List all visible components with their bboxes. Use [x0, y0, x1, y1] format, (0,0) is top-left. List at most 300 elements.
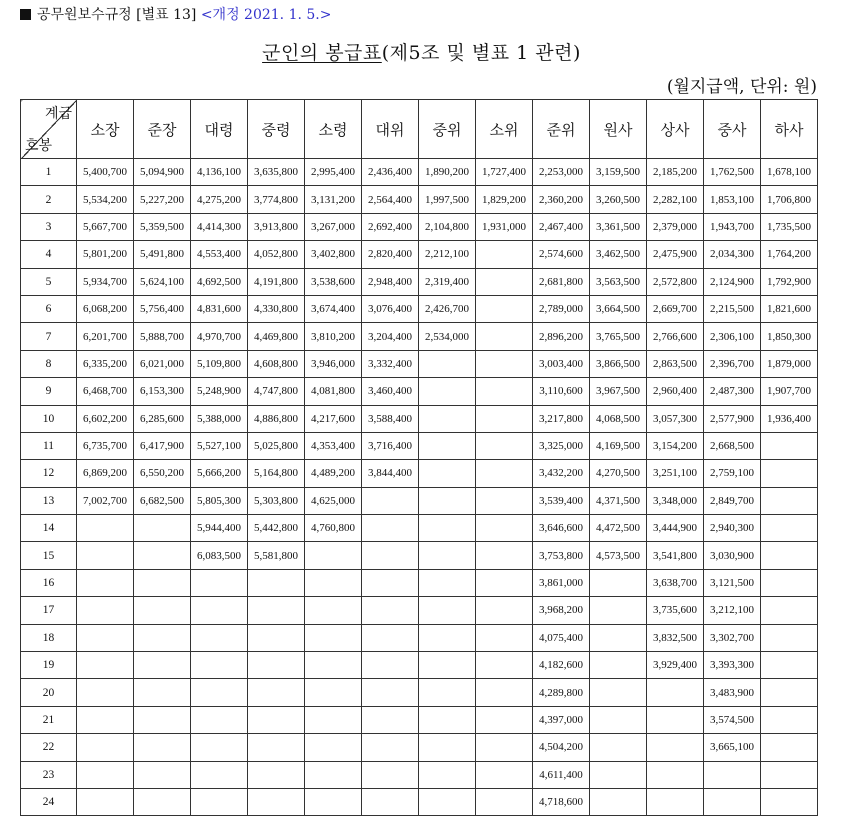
- step-cell: 8: [21, 350, 77, 377]
- salary-cell: [134, 652, 191, 679]
- salary-cell: [476, 323, 533, 350]
- salary-cell: [362, 706, 419, 733]
- table-row: [21, 268, 818, 295]
- salary-cell: 5,534,200: [77, 186, 134, 213]
- step-cell: 21: [21, 706, 77, 733]
- salary-cell: 3,217,800: [533, 405, 590, 432]
- step-cell: 15: [21, 542, 77, 569]
- salary-cell: [476, 350, 533, 377]
- salary-cell: [419, 734, 476, 761]
- table-row: [21, 432, 818, 459]
- salary-cell: 3,444,900: [647, 515, 704, 542]
- salary-cell: [419, 652, 476, 679]
- salary-cell: [761, 597, 818, 624]
- salary-cell: 2,766,600: [647, 323, 704, 350]
- salary-cell: [305, 624, 362, 651]
- salary-cell: [248, 652, 305, 679]
- rank-header-cell: 소령: [305, 100, 362, 159]
- salary-cell: [761, 487, 818, 514]
- salary-cell: [77, 706, 134, 733]
- salary-cell: 5,303,800: [248, 487, 305, 514]
- salary-cell: 4,469,800: [248, 323, 305, 350]
- salary-cell: 3,563,500: [590, 268, 647, 295]
- salary-cell: [248, 761, 305, 788]
- salary-cell: 3,003,400: [533, 350, 590, 377]
- step-cell: 17: [21, 597, 77, 624]
- revision-note: <개정 2021. 1. 5.>: [200, 7, 332, 23]
- salary-cell: [590, 761, 647, 788]
- salary-cell: 2,960,400: [647, 378, 704, 405]
- salary-cell: 2,467,400: [533, 213, 590, 240]
- salary-cell: [476, 487, 533, 514]
- salary-cell: 3,402,800: [305, 241, 362, 268]
- salary-cell: 5,805,300: [191, 487, 248, 514]
- salary-cell: 5,164,800: [248, 460, 305, 487]
- salary-cell: [476, 378, 533, 405]
- salary-cell: 1,764,200: [761, 241, 818, 268]
- salary-cell: 4,371,500: [590, 487, 647, 514]
- salary-cell: [362, 788, 419, 815]
- salary-cell: 3,716,400: [362, 432, 419, 459]
- salary-cell: 2,282,100: [647, 186, 704, 213]
- salary-cell: 3,810,200: [305, 323, 362, 350]
- salary-cell: [419, 706, 476, 733]
- salary-cell: 2,577,900: [704, 405, 761, 432]
- salary-cell: [77, 569, 134, 596]
- salary-cell: [761, 652, 818, 679]
- table-row: [21, 788, 818, 815]
- salary-cell: [761, 515, 818, 542]
- salary-cell: 6,335,200: [77, 350, 134, 377]
- salary-cell: 5,094,900: [134, 159, 191, 186]
- rank-header-cell: 중위: [419, 100, 476, 159]
- rank-header-cell: 중사: [704, 100, 761, 159]
- salary-cell: 5,527,100: [191, 432, 248, 459]
- salary-cell: 5,801,200: [77, 241, 134, 268]
- table-row: [21, 460, 818, 487]
- salary-cell: 2,574,600: [533, 241, 590, 268]
- salary-cell: 2,669,700: [647, 295, 704, 322]
- document-title: [0, 38, 843, 65]
- step-cell: 11: [21, 432, 77, 459]
- salary-cell: [77, 679, 134, 706]
- table-row: [21, 597, 818, 624]
- salary-cell: 2,534,000: [419, 323, 476, 350]
- salary-cell: 4,081,800: [305, 378, 362, 405]
- step-cell: 1: [21, 159, 77, 186]
- salary-cell: [647, 679, 704, 706]
- salary-cell: [191, 734, 248, 761]
- salary-cell: [362, 624, 419, 651]
- salary-cell: 2,124,900: [704, 268, 761, 295]
- salary-cell: [362, 542, 419, 569]
- salary-cell: 5,888,700: [134, 323, 191, 350]
- salary-cell: 1,931,000: [476, 213, 533, 240]
- salary-cell: 2,379,000: [647, 213, 704, 240]
- salary-cell: 3,635,800: [248, 159, 305, 186]
- salary-cell: [305, 706, 362, 733]
- salary-cell: [362, 734, 419, 761]
- salary-cell: [305, 734, 362, 761]
- salary-cell: 3,646,600: [533, 515, 590, 542]
- salary-cell: 3,588,400: [362, 405, 419, 432]
- square-bullet-icon: [20, 9, 31, 20]
- table-row: [21, 761, 818, 788]
- table-row: [21, 706, 818, 733]
- salary-cell: 1,727,400: [476, 159, 533, 186]
- salary-cell: [590, 652, 647, 679]
- unit-note: (월지급액, 단위: 원): [666, 77, 817, 97]
- salary-cell: [134, 761, 191, 788]
- salary-cell: 6,735,700: [77, 432, 134, 459]
- salary-cell: 4,330,800: [248, 295, 305, 322]
- salary-cell: [419, 432, 476, 459]
- salary-cell: [476, 268, 533, 295]
- table-row: [21, 679, 818, 706]
- salary-cell: 4,831,600: [191, 295, 248, 322]
- table-row: [21, 405, 818, 432]
- salary-cell: 5,666,200: [191, 460, 248, 487]
- step-cell: 18: [21, 624, 77, 651]
- salary-cell: 1,850,300: [761, 323, 818, 350]
- salary-cell: [77, 788, 134, 815]
- salary-cell: 4,886,800: [248, 405, 305, 432]
- salary-cell: [590, 734, 647, 761]
- salary-cell: 5,624,100: [134, 268, 191, 295]
- salary-cell: 2,948,400: [362, 268, 419, 295]
- salary-cell: 2,360,200: [533, 186, 590, 213]
- salary-cell: 3,325,000: [533, 432, 590, 459]
- step-cell: 13: [21, 487, 77, 514]
- salary-cell: 2,849,700: [704, 487, 761, 514]
- salary-cell: [476, 624, 533, 651]
- salary-cell: [191, 652, 248, 679]
- rank-header-cell: 대령: [191, 100, 248, 159]
- salary-cell: [761, 679, 818, 706]
- salary-cell: [248, 706, 305, 733]
- salary-cell: 3,462,500: [590, 241, 647, 268]
- salary-cell: 2,759,100: [704, 460, 761, 487]
- salary-cell: 4,136,100: [191, 159, 248, 186]
- salary-cell: 4,052,800: [248, 241, 305, 268]
- salary-cell: 4,760,800: [305, 515, 362, 542]
- salary-cell: 2,863,500: [647, 350, 704, 377]
- salary-cell: [476, 652, 533, 679]
- salary-cell: [419, 569, 476, 596]
- salary-cell: 4,611,400: [533, 761, 590, 788]
- salary-cell: 1,792,900: [761, 268, 818, 295]
- salary-cell: 3,159,500: [590, 159, 647, 186]
- salary-cell: 4,270,500: [590, 460, 647, 487]
- salary-cell: 4,353,400: [305, 432, 362, 459]
- salary-cell: 3,638,700: [647, 569, 704, 596]
- salary-cell: 4,504,200: [533, 734, 590, 761]
- salary-cell: [362, 487, 419, 514]
- salary-cell: [761, 460, 818, 487]
- step-cell: 9: [21, 378, 77, 405]
- salary-cell: [647, 761, 704, 788]
- salary-cell: 4,608,800: [248, 350, 305, 377]
- step-cell: 10: [21, 405, 77, 432]
- salary-cell: 3,674,400: [305, 295, 362, 322]
- salary-cell: [590, 706, 647, 733]
- salary-cell: [476, 542, 533, 569]
- salary-cell: 2,692,400: [362, 213, 419, 240]
- salary-cell: [761, 624, 818, 651]
- salary-cell: 3,302,700: [704, 624, 761, 651]
- salary-cell: 4,553,400: [191, 241, 248, 268]
- table-row: [21, 241, 818, 268]
- salary-cell: 6,021,000: [134, 350, 191, 377]
- salary-cell: [305, 569, 362, 596]
- salary-cell: [134, 734, 191, 761]
- salary-cell: [476, 706, 533, 733]
- salary-cell: [476, 734, 533, 761]
- salary-cell: 3,076,400: [362, 295, 419, 322]
- salary-cell: 2,034,300: [704, 241, 761, 268]
- salary-cell: [248, 734, 305, 761]
- salary-cell: 5,227,200: [134, 186, 191, 213]
- salary-cell: 2,426,700: [419, 295, 476, 322]
- salary-cell: [362, 597, 419, 624]
- salary-cell: [305, 597, 362, 624]
- salary-cell: 3,267,000: [305, 213, 362, 240]
- salary-cell: 3,154,200: [647, 432, 704, 459]
- salary-cell: 2,572,800: [647, 268, 704, 295]
- salary-cell: [761, 761, 818, 788]
- salary-cell: 3,030,900: [704, 542, 761, 569]
- table-row: [21, 323, 818, 350]
- salary-cell: [191, 761, 248, 788]
- step-cell: 12: [21, 460, 77, 487]
- salary-cell: [248, 788, 305, 815]
- salary-cell: 2,185,200: [647, 159, 704, 186]
- salary-cell: 2,436,400: [362, 159, 419, 186]
- salary-cell: [134, 679, 191, 706]
- table-row: [21, 624, 818, 651]
- salary-cell: [476, 679, 533, 706]
- salary-cell: 3,057,300: [647, 405, 704, 432]
- salary-cell: 6,083,500: [191, 542, 248, 569]
- rank-header-cell: 하사: [761, 100, 818, 159]
- salary-cell: 6,201,700: [77, 323, 134, 350]
- salary-cell: 2,475,900: [647, 241, 704, 268]
- salary-cell: 3,361,500: [590, 213, 647, 240]
- salary-cell: 1,853,100: [704, 186, 761, 213]
- header-row: [21, 100, 818, 159]
- step-cell: 22: [21, 734, 77, 761]
- salary-cell: 5,756,400: [134, 295, 191, 322]
- salary-cell: 2,564,400: [362, 186, 419, 213]
- salary-cell: [761, 542, 818, 569]
- salary-cell: 4,191,800: [248, 268, 305, 295]
- step-cell: 3: [21, 213, 77, 240]
- salary-cell: 3,251,100: [647, 460, 704, 487]
- salary-cell: 3,348,000: [647, 487, 704, 514]
- salary-cell: 4,169,500: [590, 432, 647, 459]
- salary-cell: 5,388,000: [191, 405, 248, 432]
- salary-cell: 6,602,200: [77, 405, 134, 432]
- step-cell: 14: [21, 515, 77, 542]
- table-row: [21, 569, 818, 596]
- salary-cell: 6,468,700: [77, 378, 134, 405]
- salary-cell: [590, 597, 647, 624]
- salary-cell: [134, 542, 191, 569]
- salary-cell: 6,869,200: [77, 460, 134, 487]
- salary-table: [20, 99, 818, 816]
- salary-cell: 2,215,500: [704, 295, 761, 322]
- salary-cell: 3,121,500: [704, 569, 761, 596]
- salary-cell: [77, 761, 134, 788]
- salary-cell: 5,581,800: [248, 542, 305, 569]
- salary-cell: [476, 597, 533, 624]
- salary-cell: 4,970,700: [191, 323, 248, 350]
- salary-cell: 2,668,500: [704, 432, 761, 459]
- step-cell: 7: [21, 323, 77, 350]
- salary-cell: [77, 597, 134, 624]
- salary-cell: 1,678,100: [761, 159, 818, 186]
- salary-cell: [761, 788, 818, 815]
- salary-cell: 3,131,200: [305, 186, 362, 213]
- salary-cell: [419, 542, 476, 569]
- salary-cell: [476, 515, 533, 542]
- step-cell: 6: [21, 295, 77, 322]
- salary-cell: 4,217,600: [305, 405, 362, 432]
- rank-header-cell: 준장: [134, 100, 191, 159]
- title-main: 군인의 봉급표: [262, 42, 382, 64]
- salary-cell: 3,866,500: [590, 350, 647, 377]
- salary-cell: 5,442,800: [248, 515, 305, 542]
- salary-cell: [761, 432, 818, 459]
- salary-cell: [704, 788, 761, 815]
- rank-header-cell: 소장: [77, 100, 134, 159]
- salary-cell: 5,944,400: [191, 515, 248, 542]
- salary-cell: 3,968,200: [533, 597, 590, 624]
- salary-cell: [134, 569, 191, 596]
- salary-cell: 2,820,400: [362, 241, 419, 268]
- salary-cell: [419, 597, 476, 624]
- salary-cell: 2,789,000: [533, 295, 590, 322]
- table-row: [21, 213, 818, 240]
- salary-cell: 4,068,500: [590, 405, 647, 432]
- salary-cell: 6,285,600: [134, 405, 191, 432]
- salary-cell: 2,681,800: [533, 268, 590, 295]
- salary-cell: 2,487,300: [704, 378, 761, 405]
- salary-cell: [647, 706, 704, 733]
- salary-cell: 3,538,600: [305, 268, 362, 295]
- salary-cell: [248, 624, 305, 651]
- salary-cell: [134, 515, 191, 542]
- table-row: [21, 734, 818, 761]
- salary-cell: 5,400,700: [77, 159, 134, 186]
- salary-cell: 1,890,200: [419, 159, 476, 186]
- salary-cell: 3,332,400: [362, 350, 419, 377]
- salary-cell: 4,692,500: [191, 268, 248, 295]
- salary-cell: 6,153,300: [134, 378, 191, 405]
- salary-cell: [362, 652, 419, 679]
- salary-cell: [647, 788, 704, 815]
- salary-cell: 1,943,700: [704, 213, 761, 240]
- salary-cell: [191, 569, 248, 596]
- salary-cell: [476, 460, 533, 487]
- salary-cell: 5,667,700: [77, 213, 134, 240]
- step-cell: 4: [21, 241, 77, 268]
- salary-cell: 1,829,200: [476, 186, 533, 213]
- salary-cell: 3,483,900: [704, 679, 761, 706]
- salary-cell: [419, 515, 476, 542]
- salary-cell: 3,735,600: [647, 597, 704, 624]
- salary-cell: [476, 761, 533, 788]
- salary-cell: [419, 788, 476, 815]
- rank-header-cell: 중령: [248, 100, 305, 159]
- salary-cell: [476, 569, 533, 596]
- salary-cell: [248, 569, 305, 596]
- step-cell: 16: [21, 569, 77, 596]
- salary-cell: 4,075,400: [533, 624, 590, 651]
- salary-cell: 6,417,900: [134, 432, 191, 459]
- salary-cell: 5,934,700: [77, 268, 134, 295]
- salary-cell: [191, 788, 248, 815]
- salary-cell: 3,861,000: [533, 569, 590, 596]
- salary-cell: [476, 295, 533, 322]
- rank-header-cell: 대위: [362, 100, 419, 159]
- salary-cell: 3,260,500: [590, 186, 647, 213]
- salary-cell: [248, 679, 305, 706]
- step-cell: 5: [21, 268, 77, 295]
- salary-cell: 3,393,300: [704, 652, 761, 679]
- salary-cell: 4,472,500: [590, 515, 647, 542]
- salary-cell: [362, 761, 419, 788]
- salary-cell: [419, 679, 476, 706]
- salary-cell: 2,104,800: [419, 213, 476, 240]
- salary-cell: [476, 241, 533, 268]
- salary-cell: 5,359,500: [134, 213, 191, 240]
- salary-cell: 3,665,100: [704, 734, 761, 761]
- salary-cell: [305, 542, 362, 569]
- salary-cell: [191, 679, 248, 706]
- salary-cell: [419, 761, 476, 788]
- salary-cell: 3,946,000: [305, 350, 362, 377]
- salary-cell: [761, 569, 818, 596]
- salary-cell: 2,940,300: [704, 515, 761, 542]
- salary-cell: 3,432,200: [533, 460, 590, 487]
- salary-cell: 4,414,300: [191, 213, 248, 240]
- salary-cell: 3,765,500: [590, 323, 647, 350]
- salary-cell: [362, 569, 419, 596]
- salary-cell: 4,275,200: [191, 186, 248, 213]
- rank-header-cell: 소위: [476, 100, 533, 159]
- salary-cell: [419, 405, 476, 432]
- salary-cell: [419, 350, 476, 377]
- salary-cell: 4,573,500: [590, 542, 647, 569]
- salary-cell: [476, 432, 533, 459]
- salary-cell: 1,936,400: [761, 405, 818, 432]
- salary-cell: 3,574,500: [704, 706, 761, 733]
- title-subtitle: (제5조 및 별표 1 관련): [381, 42, 581, 64]
- salary-cell: [590, 624, 647, 651]
- salary-cell: [476, 405, 533, 432]
- salary-cell: 4,289,800: [533, 679, 590, 706]
- document-header: [20, 4, 331, 24]
- salary-cell: [419, 378, 476, 405]
- salary-cell: 1,997,500: [419, 186, 476, 213]
- rank-header-cell: 준위: [533, 100, 590, 159]
- salary-cell: [134, 624, 191, 651]
- table-row: [21, 159, 818, 186]
- salary-cell: [305, 761, 362, 788]
- salary-cell: [305, 652, 362, 679]
- salary-cell: [305, 679, 362, 706]
